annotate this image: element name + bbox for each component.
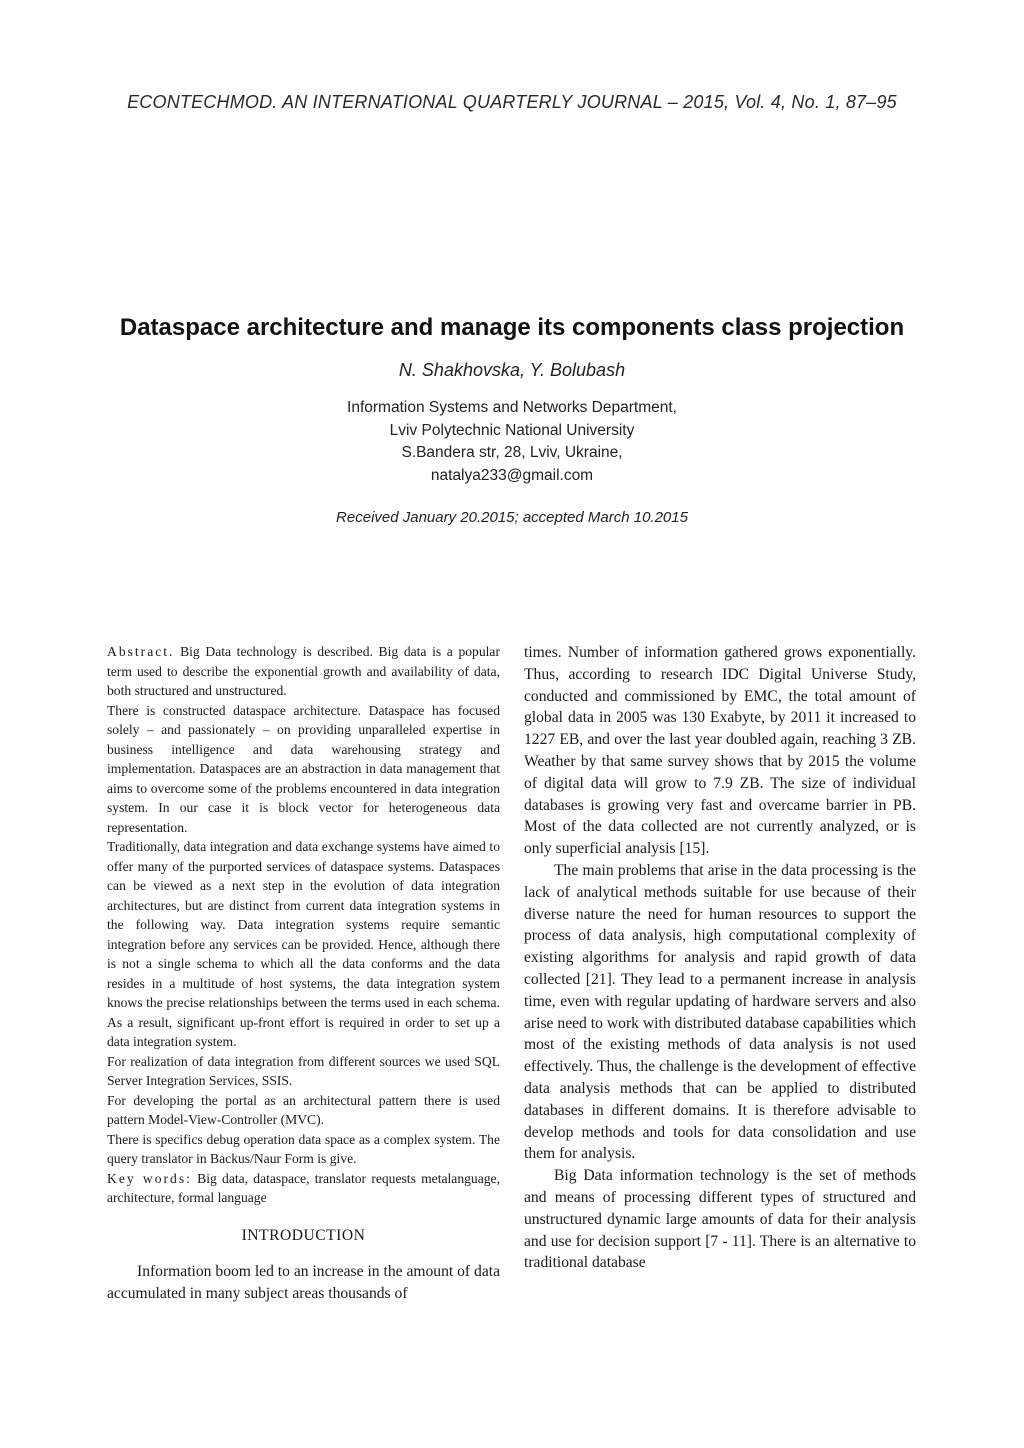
abstract-paragraph-6: There is specifics debug operation data space as a complex system. The query translator in Backus/Naur Form is give.: [107, 1131, 500, 1166]
body-paragraph-1: times. Number of information gathered grows exponentially. Thus, according to research IDC Digital Universe Study, conducted and commissioned by EMC, the total amount of global data in 2005 was 130 Exabyte, by 2011 it increased to 1227 EB, and over the last year doubled again, reaching 3 ZB. Weather by that same survey shows that by 2015 the volume of digital data will grow to 7.9 ZB. The size of individual databases is growing very fast and overcame barrier in PB. Most of the data collected are not currently analyzed, or is only superficial analysis [15].: [524, 644, 916, 858]
article-title: Dataspace architecture and manage its components class projection: [119, 314, 905, 341]
affiliation-university: Lviv Polytechnic National University: [389, 421, 635, 439]
body-paragraph-2: The main problems that arise in the data processing is the lack of analytical methods suitable for use because of their diverse nature the need for human resources to support the process of data analysis, high computational complexity of existing algorithms for analysis and rapid growth of data collected [21]. They lead to a permanent increase in analysis time, even with regular updating of hardware servers and also arise need to work with distributed database capabilities which most of the existing methods of data analysis is not used effectively. Thus, the challenge is the development of effective data analysis methods that can be applied to distributed databases in different domains. It is therefore advisable to develop methods and tools for data consolidation and use them for analysis.: [524, 861, 916, 1163]
affiliation-email: natalya233@gmail.com: [430, 466, 594, 484]
affiliation: [0, 397, 1024, 487]
affiliation-department: Information Systems and Networks Department,: [347, 399, 677, 416]
abstract-text-1: Big Data technology is described. Big data is a popular term used to describe the exponential growth and availability of data, both structured and unstructured.: [107, 644, 500, 698]
abstract-paragraph-3: Traditionally, data integration and data exchange systems have aimed to offer many of the purported services of dataspace systems. Dataspaces can be viewed as a next step in the evolution of data integration architectures, but are distinct from current data integration systems in the following way. Data integration systems require semantic integration before any services can be provided. Hence, although there is not a single schema to which all the data conforms and the data resides in a multitude of host systems, the data integration system knows the precise relationships between the terms used in each schema. As a result, significant up-front effort is required in order to set up a data integration system.: [107, 839, 500, 1049]
introduction-heading: INTRODUCTION: [241, 1226, 366, 1244]
abstract-label: Abstract.: [107, 644, 175, 659]
affiliation-address: S.Bandera str, 28, Lviv, Ukraine,: [401, 444, 623, 461]
received-dates: Received January 20.2015; accepted March 10.2015: [336, 509, 688, 526]
abstract-paragraph-2: There is constructed dataspace architecture. Dataspace has focused solely – and passionately – on providing unparalleled expertise in business intelligence and data warehousing strategy and implementation. Dataspaces are an abstraction in data management that aims to overcome some of the problems encountered in data integration system. In our case it is block vector for heterogeneous data representation.: [107, 702, 500, 835]
journal-running-header: ECONTECHMOD. AN INTERNATIONAL QUARTERLY JOURNAL – 2015, Vol. 4, No. 1, 87–95: [127, 92, 897, 112]
left-column: [107, 642, 500, 1305]
abstract-paragraph-5: For developing the portal as an architectural pattern there is used pattern Model-View-Controller (MVC).: [107, 1092, 500, 1127]
abstract-paragraph-4: For realization of data integration from different sources we used SQL Server Integration Services, SSIS.: [107, 1053, 500, 1088]
abstract-paragraph-1: [107, 642, 500, 701]
right-column: [524, 642, 916, 1274]
keywords-label: Key words:: [107, 1170, 192, 1186]
article-authors: N. Shakhovska, Y. Bolubash: [398, 360, 626, 380]
introduction-paragraph-1: Information boom led to an increase in the amount of data accumulated in many subject areas thousands of: [107, 1263, 500, 1302]
keywords: [107, 1169, 500, 1208]
keywords-text: Big data, dataspace, translator requests metalanguage, architecture, formal language: [107, 1170, 500, 1205]
body-paragraph-3: Big Data information technology is the set of methods and means of processing different types of structured and unstructured dynamic large amounts of data for their analysis and use for decision support [7 - 11]. There is an alternative to traditional database: [524, 1167, 916, 1272]
title-block: [0, 314, 1024, 526]
